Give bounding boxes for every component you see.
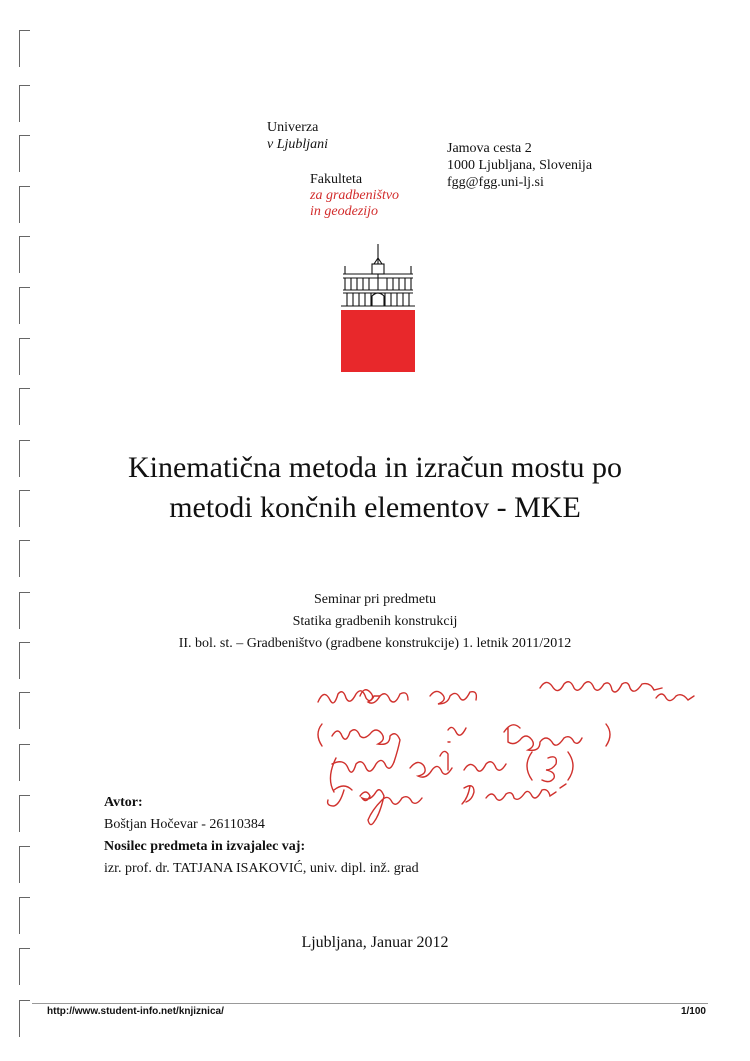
faculty-line3: in geodezijo	[310, 204, 379, 219]
university-name	[267, 119, 328, 153]
footer-page-number: 1/100	[680, 1006, 706, 1017]
address-street: Jamova cesta 2	[447, 141, 532, 156]
address-email: fgg@fgg.uni-lj.si	[447, 175, 544, 190]
address-city: 1000 Ljubljana, Slovenija	[447, 158, 593, 173]
university-logo	[341, 244, 415, 372]
seminar-line2: Statika gradbenih konstrukcij	[292, 614, 458, 629]
author-block	[104, 792, 419, 880]
faculty-name	[310, 172, 399, 220]
seminar-info	[0, 589, 750, 655]
supervisor-label: Nosilec predmeta in izvajalec vaj:	[104, 839, 306, 854]
seminar-line3: II. bol. st. – Gradbeništvo (gradbene konstrukcije) 1. letnik 2011/2012	[178, 636, 572, 651]
title-line1: Kinematična metoda in izračun mostu po	[127, 451, 623, 484]
author-name: Boštjan Hočevar - 26110384	[104, 817, 265, 832]
supervisor-name: izr. prof. dr. TATJANA ISAKOVIĆ, univ. dipl. inž. grad	[104, 861, 419, 876]
faculty-line1: Fakulteta	[310, 172, 363, 187]
footer-divider	[32, 1003, 708, 1004]
footer-url-link[interactable]: http://www.student-info.net/knjiznica/	[47, 1006, 224, 1017]
author-label: Avtor:	[104, 795, 143, 810]
faculty-line2: za gradbeništvo	[310, 188, 400, 203]
document-title	[0, 448, 750, 528]
university-line2: v Ljubljani	[267, 137, 329, 152]
university-line1: Univerza	[267, 120, 319, 135]
faculty-address	[447, 140, 592, 191]
seminar-line1: Seminar pri predmetu	[313, 592, 437, 607]
title-line2: metodi končnih elementov - MKE	[169, 491, 581, 524]
place-and-date: Ljubljana, Januar 2012	[301, 934, 449, 951]
